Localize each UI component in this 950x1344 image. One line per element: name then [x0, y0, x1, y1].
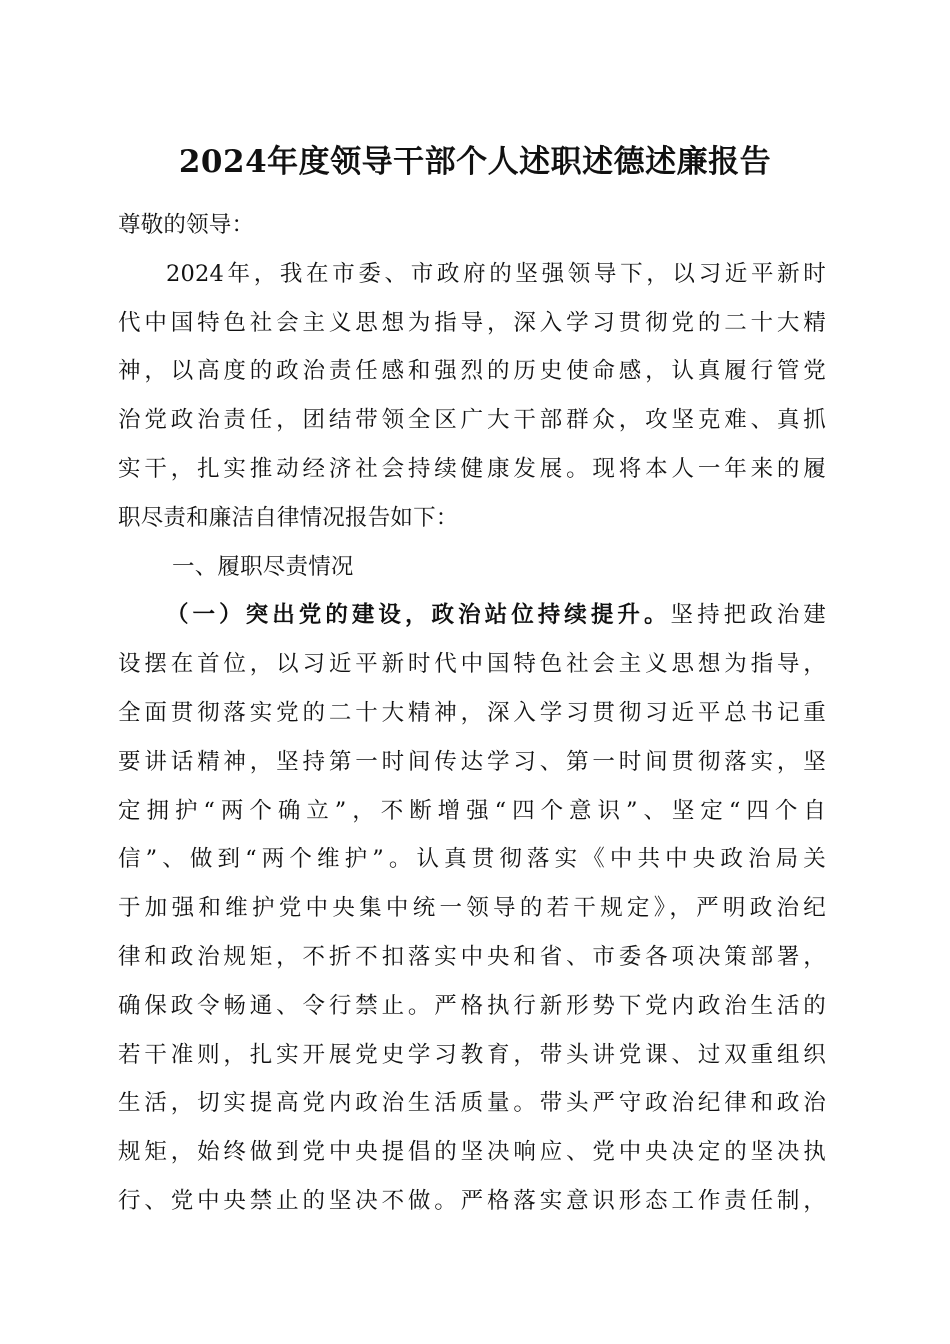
intro-line: 代中国特色社会主义思想为指导，深入学习贯彻党的二十大精 — [118, 309, 826, 336]
intro-line: 治党政治责任，团结带领全区广大干部群众，攻坚克难、真抓 — [118, 407, 826, 434]
body-line: 设摆在首位，以习近平新时代中国特色社会主义思想为指导， — [118, 651, 826, 678]
subsection-first-line-text: 坚持把政治建 — [670, 602, 826, 629]
body-line: 定拥护“两个确立”，不断增强“四个意识”、坚定“四个自 — [118, 797, 826, 824]
section-heading: 一、履职尽责情况 — [172, 553, 354, 580]
body-line: 信”、做到“两个维护”。认真贯彻落实《中共中央政治局关 — [118, 846, 826, 873]
body-line: 规矩，始终做到党中央提倡的坚决响应、党中央决定的坚决执 — [118, 1139, 826, 1166]
body-line: 若干准则，扎实开展党史学习教育，带头讲党课、过双重组织 — [118, 1041, 826, 1068]
body-line: 于加强和维护党中央集中统一领导的若干规定》，严明政治纪 — [118, 895, 826, 922]
intro-line: 2024年，我在市委、市政府的坚强领导下，以习近平新时 — [166, 260, 826, 287]
intro-line: 神，以高度的政治责任感和强烈的历史使命感，认真履行管党 — [118, 358, 826, 385]
intro-line: 职尽责和廉洁自律情况报告如下： — [118, 504, 459, 531]
body-line: 律和政治规矩，不折不扣落实中央和省、市委各项决策部署， — [118, 943, 826, 970]
intro-line: 实干，扎实推动经济社会持续健康发展。现将本人一年来的履 — [118, 455, 826, 482]
body-line: 全面贯彻落实党的二十大精神，深入学习贯彻习近平总书记重 — [118, 699, 826, 726]
body-line: 行、党中央禁止的坚决不做。严格落实意识形态工作责任制， — [118, 1187, 826, 1214]
body-line: 要讲话精神，坚持第一时间传达学习、第一时间贯彻落实，坚 — [118, 748, 826, 775]
body-line: 确保政令畅通、令行禁止。严格执行新形势下党内政治生活的 — [118, 992, 826, 1019]
document-body — [118, 201, 826, 1226]
document-title: 2024年度领导干部个人述职述德述廉报告 — [178, 144, 772, 180]
subsection-first-line — [118, 591, 826, 640]
subsection-heading: （一）突出党的建设，政治站位持续提升。 — [166, 602, 671, 629]
body-line: 生活，切实提高党内政治生活质量。带头严守政治纪律和政治 — [118, 1090, 826, 1117]
salutation: 尊敬的领导： — [118, 212, 255, 238]
